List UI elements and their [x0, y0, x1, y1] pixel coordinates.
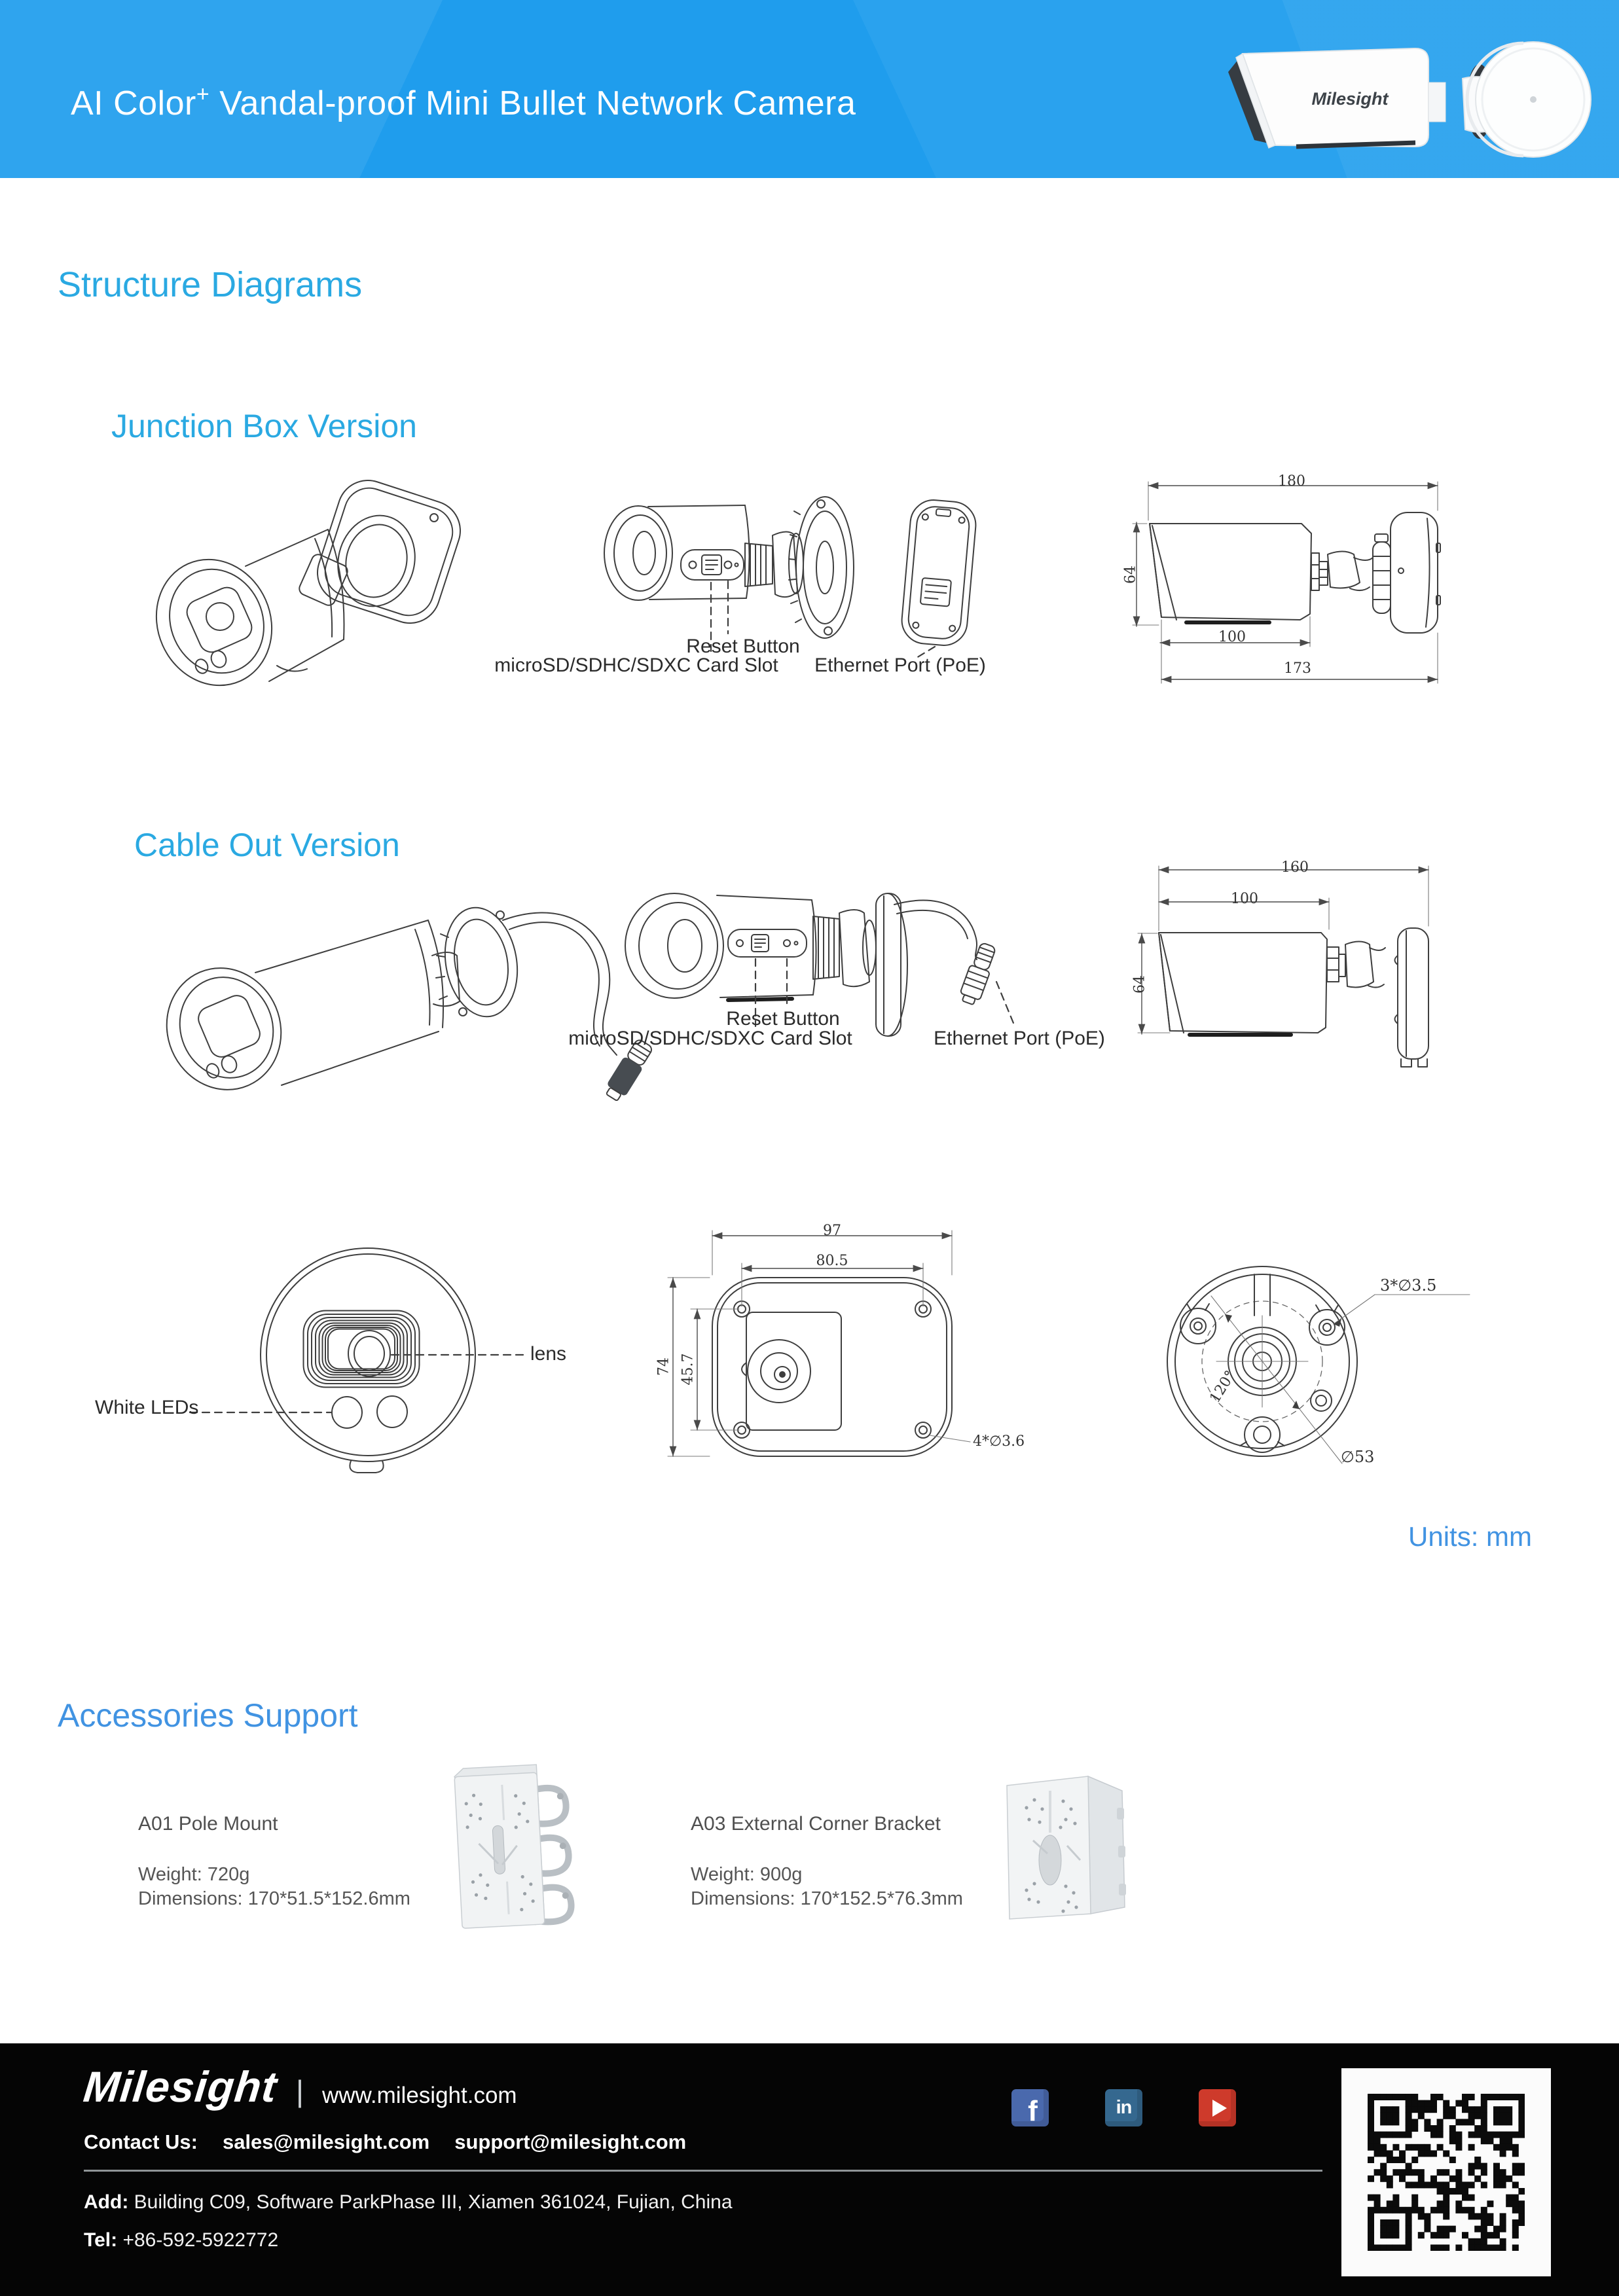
junction-dim-body: 100 — [1218, 629, 1246, 645]
cable-reset-label: Reset Button — [726, 1008, 840, 1030]
units-note: Units: mm — [1408, 1521, 1532, 1552]
accessory-image-a03 — [990, 1762, 1144, 1933]
footer-divider — [84, 2170, 1322, 2172]
rear-dim-inner-width: 80.5 — [816, 1253, 848, 1269]
rear-dim-inner-height: 45.7 — [680, 1353, 697, 1386]
cable-dimension-drawing — [1113, 857, 1480, 1086]
contact-line — [84, 2130, 711, 2154]
junction-eth-label: Ethernet Port (PoE) — [814, 655, 986, 676]
structure-diagrams-heading: Structure Diagrams — [58, 265, 363, 304]
email-sales[interactable]: sales@milesight.com — [222, 2130, 430, 2153]
camera-logo-text: Milesight — [1311, 89, 1389, 109]
cable-sd-label: microSD/SDHC/SDXC Card Slot — [568, 1028, 852, 1049]
rear-dim-width: 97 — [823, 1223, 841, 1239]
accessories-support-heading: Accessories Support — [58, 1697, 358, 1734]
title-sup: + — [196, 82, 210, 107]
accessory-name: A01 Pole Mount — [138, 1813, 278, 1835]
lens-label: lens — [530, 1343, 567, 1365]
tel-label: Tel: — [84, 2229, 118, 2251]
junction-dim-width: 180 — [1278, 473, 1305, 490]
rear-dim-holes: 4*∅3.6 — [973, 1433, 1025, 1450]
junction-isometric-drawing — [141, 481, 481, 697]
email-support[interactable]: support@milesight.com — [454, 2130, 687, 2153]
title-post: Vandal-proof Mini Bullet Network Camera — [209, 84, 856, 122]
address-line — [84, 2191, 733, 2214]
cable-eth-label: Ethernet Port (PoE) — [934, 1028, 1105, 1049]
milesight-logo: Milesight — [81, 2062, 280, 2111]
junction-box-version-heading: Junction Box Version — [111, 408, 417, 444]
address-value: Building C09, Software ParkPhase III, Xiamen 361024, Fujian, China — [134, 2191, 733, 2213]
cable-out-version-heading: Cable Out Version — [134, 827, 400, 863]
base-dim-angle: 120° — [1207, 1367, 1239, 1407]
rear-dim-height: 74 — [655, 1357, 672, 1376]
junction-dim-total: 173 — [1284, 660, 1311, 677]
base-dim-holes: 3*∅3.5 — [1380, 1276, 1437, 1295]
page-title — [71, 84, 856, 123]
accessory-weight: Weight: 900g — [691, 1864, 803, 1885]
front-view-drawing — [92, 1230, 589, 1492]
cable-dim-body: 100 — [1231, 891, 1258, 907]
header-camera-image — [1198, 20, 1591, 177]
cable-dim-width: 160 — [1281, 859, 1309, 876]
address-label: Add: — [84, 2191, 129, 2213]
junction-sd-label: microSD/SDHC/SDXC Card Slot — [494, 655, 778, 676]
qr-code — [1341, 2068, 1551, 2276]
youtube-icon[interactable] — [1199, 2089, 1236, 2126]
tel-line — [84, 2229, 278, 2251]
mount-base-drawing — [1139, 1244, 1493, 1499]
base-dim-diameter: ∅53 — [1341, 1448, 1375, 1466]
white-leds-label: White LEDs — [95, 1397, 199, 1418]
accessory-dimensions: Dimensions: 170*51.5*152.6mm — [138, 1888, 410, 1909]
title-pre: AI Color — [71, 84, 196, 122]
cable-dim-height: 64 — [1131, 975, 1148, 994]
contact-label: Contact Us: — [84, 2130, 198, 2153]
accessory-dimensions: Dimensions: 170*152.5*76.3mm — [691, 1888, 963, 1909]
accessory-weight: Weight: 720g — [138, 1864, 250, 1885]
junction-dimension-drawing — [1113, 458, 1480, 694]
accessory-name: A03 External Corner Bracket — [691, 1813, 941, 1835]
tel-value: +86-592-5922772 — [122, 2229, 279, 2251]
website-link[interactable]: www.milesight.com — [322, 2083, 517, 2108]
page-header — [0, 0, 1619, 178]
logo-separator: | — [296, 2074, 304, 2108]
accessory-image-a01 — [440, 1762, 591, 1937]
linkedin-icon[interactable]: in — [1105, 2089, 1142, 2126]
junction-dim-height: 64 — [1122, 565, 1139, 584]
facebook-icon[interactable]: f — [1011, 2089, 1049, 2126]
junction-reset-label: Reset Button — [686, 636, 800, 657]
